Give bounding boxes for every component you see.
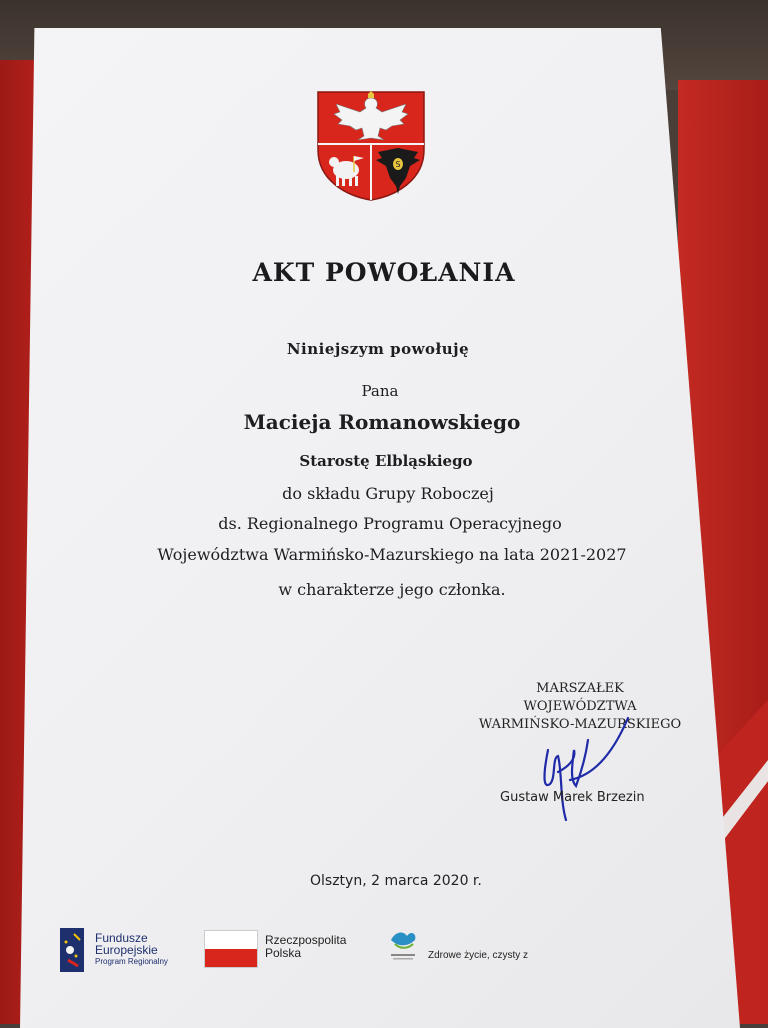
eu-funds-line-1: Fundusze <box>95 931 148 945</box>
region-slogan: Zdrowe życie, czysty z <box>428 950 529 961</box>
body-line-3: Województwa Warmińsko-Mazurskiego na lata 2021-2027 <box>157 545 627 564</box>
body-line-4: w charakterze jego członka. <box>278 580 506 599</box>
intro-line: Niniejszym powołuję <box>286 340 470 358</box>
warmia-masuria-logo-icon <box>385 926 421 966</box>
svg-text:S: S <box>395 160 401 169</box>
eu-funds-line-3: Program Regionalny <box>95 957 168 966</box>
signatory-title-line-1: MARSZAŁEK <box>536 681 624 696</box>
place-and-date: Olsztyn, 2 marca 2020 r. <box>310 873 482 889</box>
eu-funds-logo-icon <box>60 928 84 972</box>
handwritten-signature-icon <box>530 710 640 830</box>
document-title: AKT POWOŁANIA <box>252 258 516 287</box>
republic-line-2: Polska <box>265 946 302 960</box>
polish-flag-icon <box>204 930 258 968</box>
signatory-title-line-3: WARMIŃSKO-MAZURSKIEGO <box>478 717 682 732</box>
republic-line-1: Rzeczpospolita <box>265 933 347 947</box>
appointee-role: Starostę Elbląskiego <box>299 452 473 470</box>
body-line-1: do składu Grupy Roboczej <box>282 484 494 503</box>
eu-funds-line-2: Europejskie <box>95 943 158 957</box>
signatory-name: Gustaw Marek Brzezin <box>500 790 645 805</box>
salutation-line: Pana <box>361 382 399 400</box>
eu-funds-text <box>95 932 168 968</box>
appointee-name: Macieja Romanowskiego <box>243 410 521 434</box>
signatory-title-line-2: WOJEWÓDZTWA <box>523 699 637 714</box>
coat-of-arms-icon <box>316 90 426 202</box>
republic-poland-text <box>265 934 346 960</box>
body-line-2: ds. Regionalnego Programu Operacyjnego <box>218 514 562 533</box>
